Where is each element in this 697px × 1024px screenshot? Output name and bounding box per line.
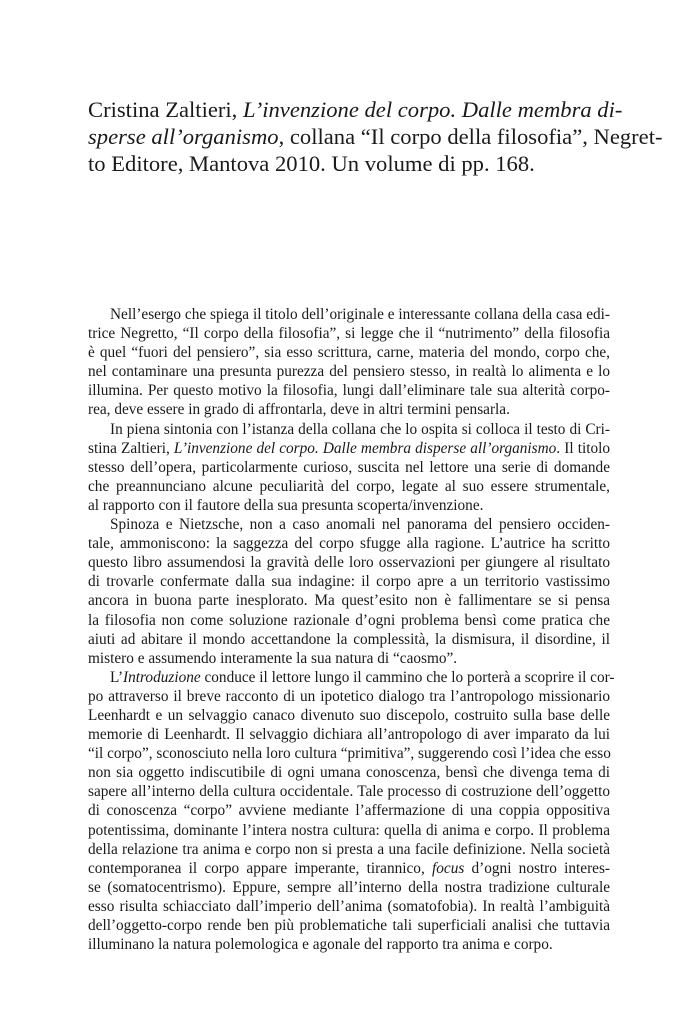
text-line bbox=[88, 859, 610, 878]
text-line bbox=[88, 744, 610, 763]
text-segment: di trovarle confermate dalla sua indagine: il corpo apre a un territorio vastissimo bbox=[88, 573, 610, 591]
text-segment: rea, deve essere in grado di affrontarla, deve in altri termini pensarla. bbox=[88, 401, 510, 419]
text-segment: se (somatocentrismo). Eppure, sempre all’interno della nostra tradizione culturale bbox=[88, 878, 610, 896]
text-line bbox=[88, 305, 610, 324]
italic-text-segment: L’invenzione del corpo. Dalle membra disperse all’organismo bbox=[173, 439, 557, 457]
text-line bbox=[88, 458, 610, 477]
text-line bbox=[88, 343, 610, 362]
italic-text-segment: Introduzione bbox=[123, 668, 201, 686]
text-segment: tale, ammoniscono: la saggezza del corpo sfugge alla ragione. L’autrice ha scritto bbox=[88, 535, 610, 553]
text-segment: esso risulta schiacciato dall’imperio dell’anima (somatofobia). In realtà l’ambiguità bbox=[88, 897, 610, 915]
text-segment: to Editore, Mantova 2010. Un volume di pp. 168. bbox=[88, 151, 535, 176]
text-segment: stesso dell’opera, particolarmente curioso, suscita nel lettore una serie di domande bbox=[88, 458, 610, 476]
text-line bbox=[88, 935, 610, 954]
text-line bbox=[88, 400, 610, 419]
text-line bbox=[88, 611, 610, 630]
text-line bbox=[88, 897, 610, 916]
text-segment: , collana “Il corpo della filosofia”, Negret- bbox=[278, 124, 663, 149]
paragraph bbox=[88, 305, 610, 420]
text-segment: al rapporto con il fautore della sua presunta scoperta/invenzione. bbox=[88, 496, 484, 514]
text-line bbox=[88, 630, 610, 649]
italic-text-segment: L’invenzione del corpo. Dalle membra di- bbox=[242, 97, 623, 122]
text-segment: la filosofia non come soluzione razionale d’ogni problema bensì come pratica che bbox=[88, 611, 610, 629]
text-line bbox=[88, 381, 610, 400]
text-segment: della relazione tra anima e corpo non si presta a una facile definizione. Nella società bbox=[88, 840, 610, 858]
text-line bbox=[88, 878, 610, 897]
text-line bbox=[88, 763, 610, 782]
text-segment: illumina. Per questo motivo la filosofia, lungi dall’eliminare tale sua alterità corpo- bbox=[88, 382, 610, 400]
text-line bbox=[88, 687, 610, 706]
text-segment: potentissima, dominante l’intera nostra cultura: quella di anima e corpo. Il problema bbox=[88, 821, 610, 839]
text-segment: d’ogni nostro interes- bbox=[464, 859, 610, 877]
text-line bbox=[88, 534, 610, 553]
text-line bbox=[88, 668, 615, 687]
text-line bbox=[88, 649, 610, 668]
text-line bbox=[88, 782, 610, 801]
text-segment: stina Zaltieri, bbox=[88, 439, 174, 457]
text-segment: “il corpo”, sconosciuto nella loro cultura “primitiva”, suggerendo così l’idea che esso bbox=[88, 745, 611, 763]
review-body bbox=[88, 305, 615, 954]
text-segment: L’ bbox=[110, 668, 124, 686]
text-segment: trice Negretto, “Il corpo della filosofia”, si legge che il “nutrimento” della filosofia bbox=[88, 325, 610, 343]
text-line bbox=[88, 840, 610, 859]
italic-text-segment: focus bbox=[432, 859, 465, 877]
text-segment: conduce il lettore lungo il cammino che lo porterà a scoprire il cor- bbox=[200, 668, 615, 686]
text-segment: mistero e assumendo interamente la sua natura di “caosmo”. bbox=[88, 649, 458, 667]
text-line bbox=[88, 801, 610, 820]
text-segment: Leenhardt e un selvaggio canaco divenuto suo discepolo, costruito sulla base delle bbox=[88, 706, 610, 724]
text-line bbox=[88, 420, 610, 439]
text-segment: questo libro assumendosi la gravità delle loro osservazioni per giungere al risultato bbox=[88, 554, 610, 572]
text-line bbox=[88, 706, 610, 725]
text-line bbox=[88, 515, 610, 534]
text-line bbox=[88, 821, 610, 840]
text-segment: Spinoza e Nietzsche, non a caso anomali nel panorama del pensiero occiden- bbox=[110, 516, 610, 534]
text-line bbox=[88, 439, 610, 458]
text-line bbox=[88, 324, 610, 343]
text-segment: In piena sintonia con l’istanza della collana che lo ospita si colloca il testo di Cri- bbox=[110, 420, 610, 438]
text-segment: po attraverso il breve racconto di un ipotetico dialogo tra l’antropologo missionario bbox=[88, 687, 610, 705]
text-segment: contemporanea il corpo appare imperante, tirannico, bbox=[88, 859, 432, 877]
text-segment: aiuti ad abitare il mondo accettandone la complessità, la dismisura, il disordine, il bbox=[88, 630, 610, 648]
paragraph bbox=[88, 420, 610, 515]
text-line bbox=[88, 150, 610, 177]
text-segment: . Il titolo bbox=[556, 439, 610, 457]
text-line bbox=[88, 916, 610, 935]
text-line bbox=[88, 725, 610, 744]
text-line bbox=[88, 496, 610, 515]
text-segment: sapere all’interno della cultura occidentale. Tale processo di costruzione dell’oggetto bbox=[88, 783, 610, 801]
text-segment: ancora in buona parte inesplorato. Ma quest’esito non è fallimentare se si pensa bbox=[88, 592, 610, 610]
text-line bbox=[88, 572, 610, 591]
text-line bbox=[88, 477, 610, 496]
text-line bbox=[88, 591, 610, 610]
paragraph bbox=[88, 668, 615, 954]
text-segment: nel contaminare una presunta purezza del pensiero stesso, in realtà lo alimenta e lo bbox=[88, 363, 610, 381]
text-line bbox=[88, 362, 610, 381]
book-citation-heading bbox=[88, 96, 663, 177]
text-segment: è quel “fuori del pensiero”, sia esso scrittura, carne, materia del mondo, corpo che, bbox=[88, 344, 610, 362]
text-line bbox=[88, 123, 663, 150]
text-segment: Nell’esergo che spiega il titolo dell’originale e interessante collana della casa edi- bbox=[110, 306, 610, 323]
italic-text-segment: sperse all’organismo bbox=[88, 124, 279, 149]
text-segment: dell’oggetto-corpo rende ben più problematiche tali superficiali analisi che tuttavia bbox=[88, 917, 610, 934]
text-segment: illuminano la natura polemologica e agonale del rapporto tra anima e corpo. bbox=[88, 936, 553, 954]
text-segment: di conoscenza “corpo” avviene mediante l’affermazione di una coppia oppositiva bbox=[88, 802, 610, 820]
paragraph bbox=[88, 515, 610, 668]
text-line bbox=[88, 553, 610, 572]
text-line bbox=[88, 96, 623, 123]
text-segment: non sia oggetto indiscutibile di ogni umana conoscenza, bensì che divenga tema di bbox=[88, 764, 610, 782]
text-segment: memorie di Leenhardt. Il selvaggio dichiara all’antropologo di aver imparato da lui bbox=[88, 726, 610, 744]
text-segment: che preannunciano alcune peculiarità del corpo, legate al suo essere strumentale, bbox=[88, 477, 610, 495]
text-segment: Cristina Zaltieri, bbox=[88, 97, 243, 122]
